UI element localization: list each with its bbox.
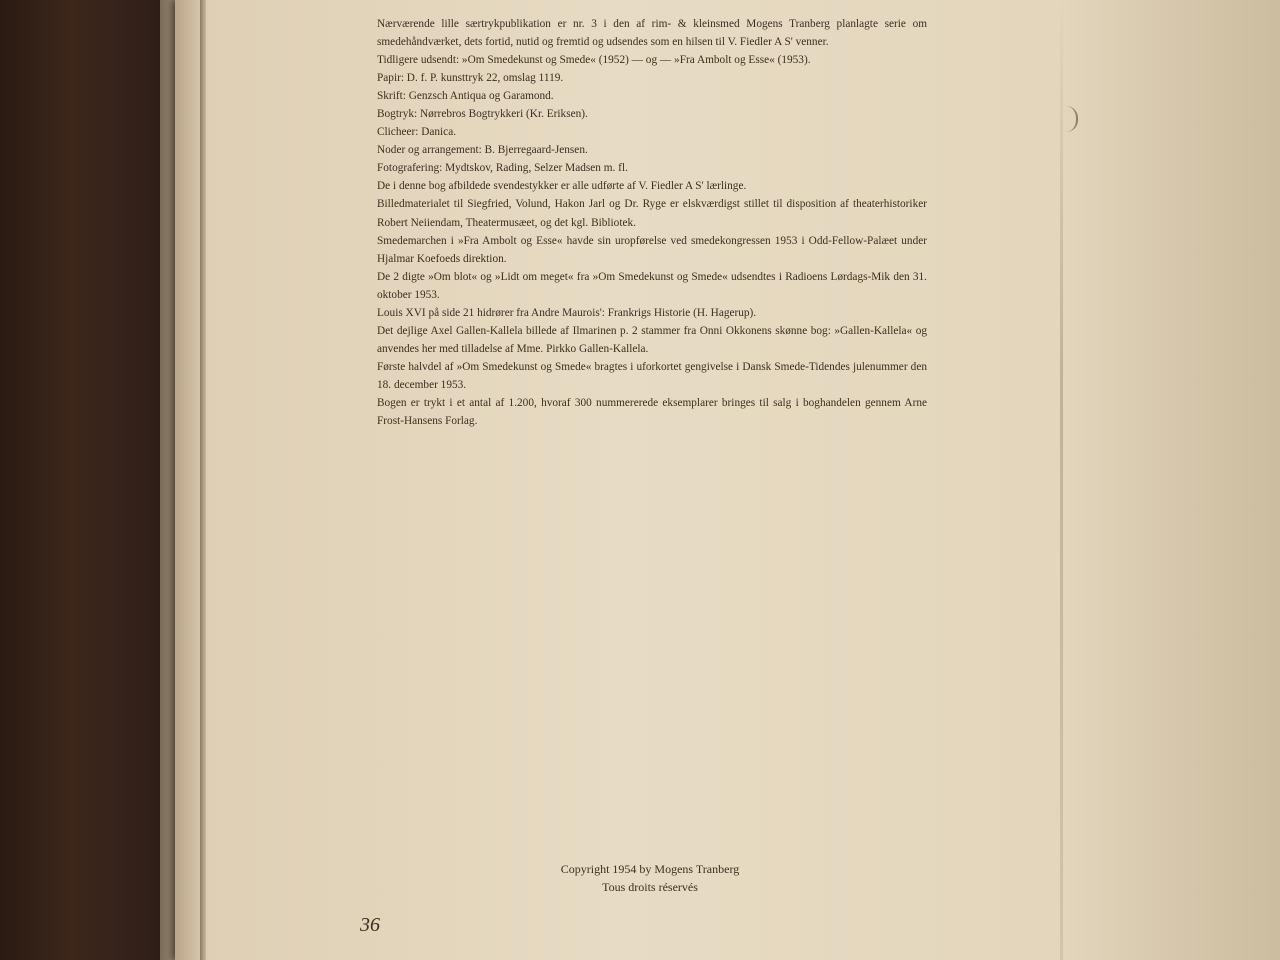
colophon-paragraph: Noder og arrangement: B. Bjerregaard-Jensen. (377, 144, 588, 157)
colophon-paragraph: Første halvdel af »Om Smedekunst og Smede« bragtes i uforkortet gengivelse i Dansk Smede-Tidendes julenummer den 18. december 1953. (377, 360, 927, 391)
colophon-paragraph: De 2 digte »Om blot« og »Lidt om meget« fra »Om Smedekunst og Smede« udsendtes i Radioens Lørdags-Mik den 31. oktober 1953. (377, 270, 927, 301)
colophon-text-block (377, 15, 927, 430)
colophon-paragraph: Papir: D. f. P. kunsttryk 22, omslag 1119. (377, 72, 564, 85)
colophon-paragraph: Bogtryk: Nørrebros Bogtrykkeri (Kr. Eriksen). (377, 108, 588, 121)
page-binding-edge (200, 0, 206, 960)
colophon-paragraph: Fotografering: Mydtskov, Rading, Selzer Madsen m. fl. (377, 162, 628, 175)
colophon-paragraph: Louis XVI på side 21 hidrører fra Andre Maurois': Frankrigs Historie (H. Hagerup). (377, 306, 757, 319)
colophon-paragraph: Clicheer: Danica. (377, 126, 457, 139)
colophon-paragraph: Billedmaterialet til Siegfried, Volund, Hakon Jarl og Dr. Ryge er elskværdigst stillet til disposition af theaterhistoriker Robert Neiiendam, Theatermusæet, og det kgl. Bibliotek. (377, 198, 927, 229)
page-number: 36 (360, 914, 380, 936)
colophon-paragraph: Det dejlige Axel Gallen-Kallela billede af Ilmarinen p. 2 stammer fra Onni Okkonens skønne bog: »Gallen-Kallela« og anvendes her med tilladelse af Mme. Pirkko Gallen-Kallela. (377, 324, 927, 355)
copyright-notice (520, 860, 780, 896)
page-fold-crease (1060, 0, 1063, 960)
copyright-line: Copyright 1954 by Mogens Tranberg (560, 862, 740, 876)
colophon-paragraph: Nærværende lille særtrykpublikation er nr. 3 i den af rim- & kleinsmed Mogens Tranberg planlagte serie om smedehåndværket, dets fortid, nutid og fremtid og udsendes som en hilsen til V. Fiedler A S' venner. (377, 18, 927, 49)
page-right-shadow (1055, 0, 1280, 960)
colophon-paragraph: Skrift: Genzsch Antiqua og Garamond. (377, 90, 554, 103)
colophon-paragraph: Smedemarchen i »Fra Ambolt og Esse« havde sin uropførelse ved smedekongressen 1953 i Odd-Fellow-Palæet under Hjalmar Koefoeds direktion. (377, 234, 927, 265)
wooden-surface (0, 0, 180, 960)
colophon-paragraph: Tidligere udsendt: »Om Smedekunst og Smede« (1952) — og — »Fra Ambolt og Esse« (1953). (377, 54, 811, 67)
colophon-paragraph: De i denne bog afbildede svendestykker er alle udførte af V. Fiedler A S' lærlinge. (377, 180, 747, 193)
rights-reserved-line: Tous droits réservés (602, 880, 698, 894)
colophon-paragraph: Bogen er trykt i et antal af 1.200, hvoraf 300 nummererede eksemplarer bringes til salg i boghandelen gennem Arne Frost-Hansens Forlag. (377, 396, 927, 428)
